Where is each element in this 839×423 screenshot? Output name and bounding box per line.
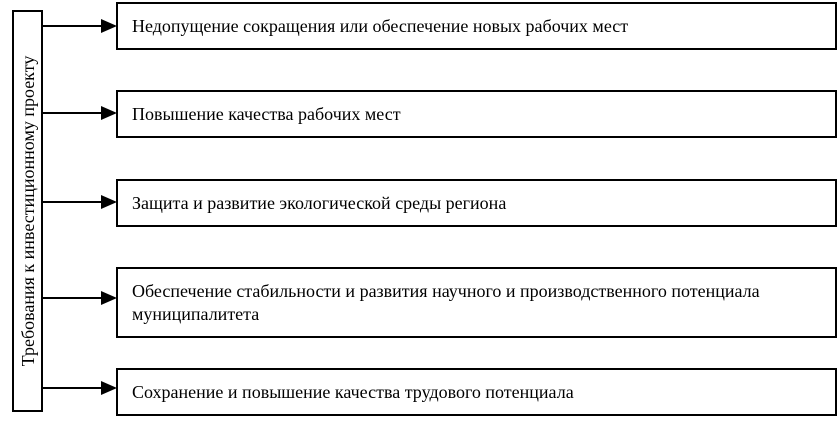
connector-arrow-4	[43, 297, 115, 299]
connector-arrow-3	[43, 201, 115, 203]
item-box-1	[116, 2, 837, 50]
arrow-head-icon	[101, 381, 117, 395]
item-box-4	[116, 267, 837, 338]
arrow-head-icon	[101, 291, 117, 305]
arrow-head-icon	[101, 19, 117, 33]
item-text: Обеспечение стабильности и развития научного и производственного потенциала муниципалитета	[132, 280, 760, 324]
item-text: Повышение качества рабочих мест	[132, 103, 401, 124]
item-box-5	[116, 368, 837, 416]
connector-arrow-5	[43, 387, 115, 389]
connector-arrow-2	[43, 112, 115, 114]
arrow-head-icon	[101, 106, 117, 120]
item-box-2	[116, 90, 837, 138]
root-node-label: Требования к инвестиционному проекту	[17, 55, 38, 367]
item-box-3	[116, 179, 837, 227]
arrow-head-icon	[101, 195, 117, 209]
item-text: Защита и развитие экологической среды региона	[132, 192, 507, 213]
root-node	[12, 10, 43, 412]
connector-arrow-1	[43, 25, 115, 27]
item-text: Сохранение и повышение качества трудового потенциала	[132, 381, 574, 402]
item-text: Недопущение сокращения или обеспечение новых рабочих мест	[132, 15, 629, 36]
